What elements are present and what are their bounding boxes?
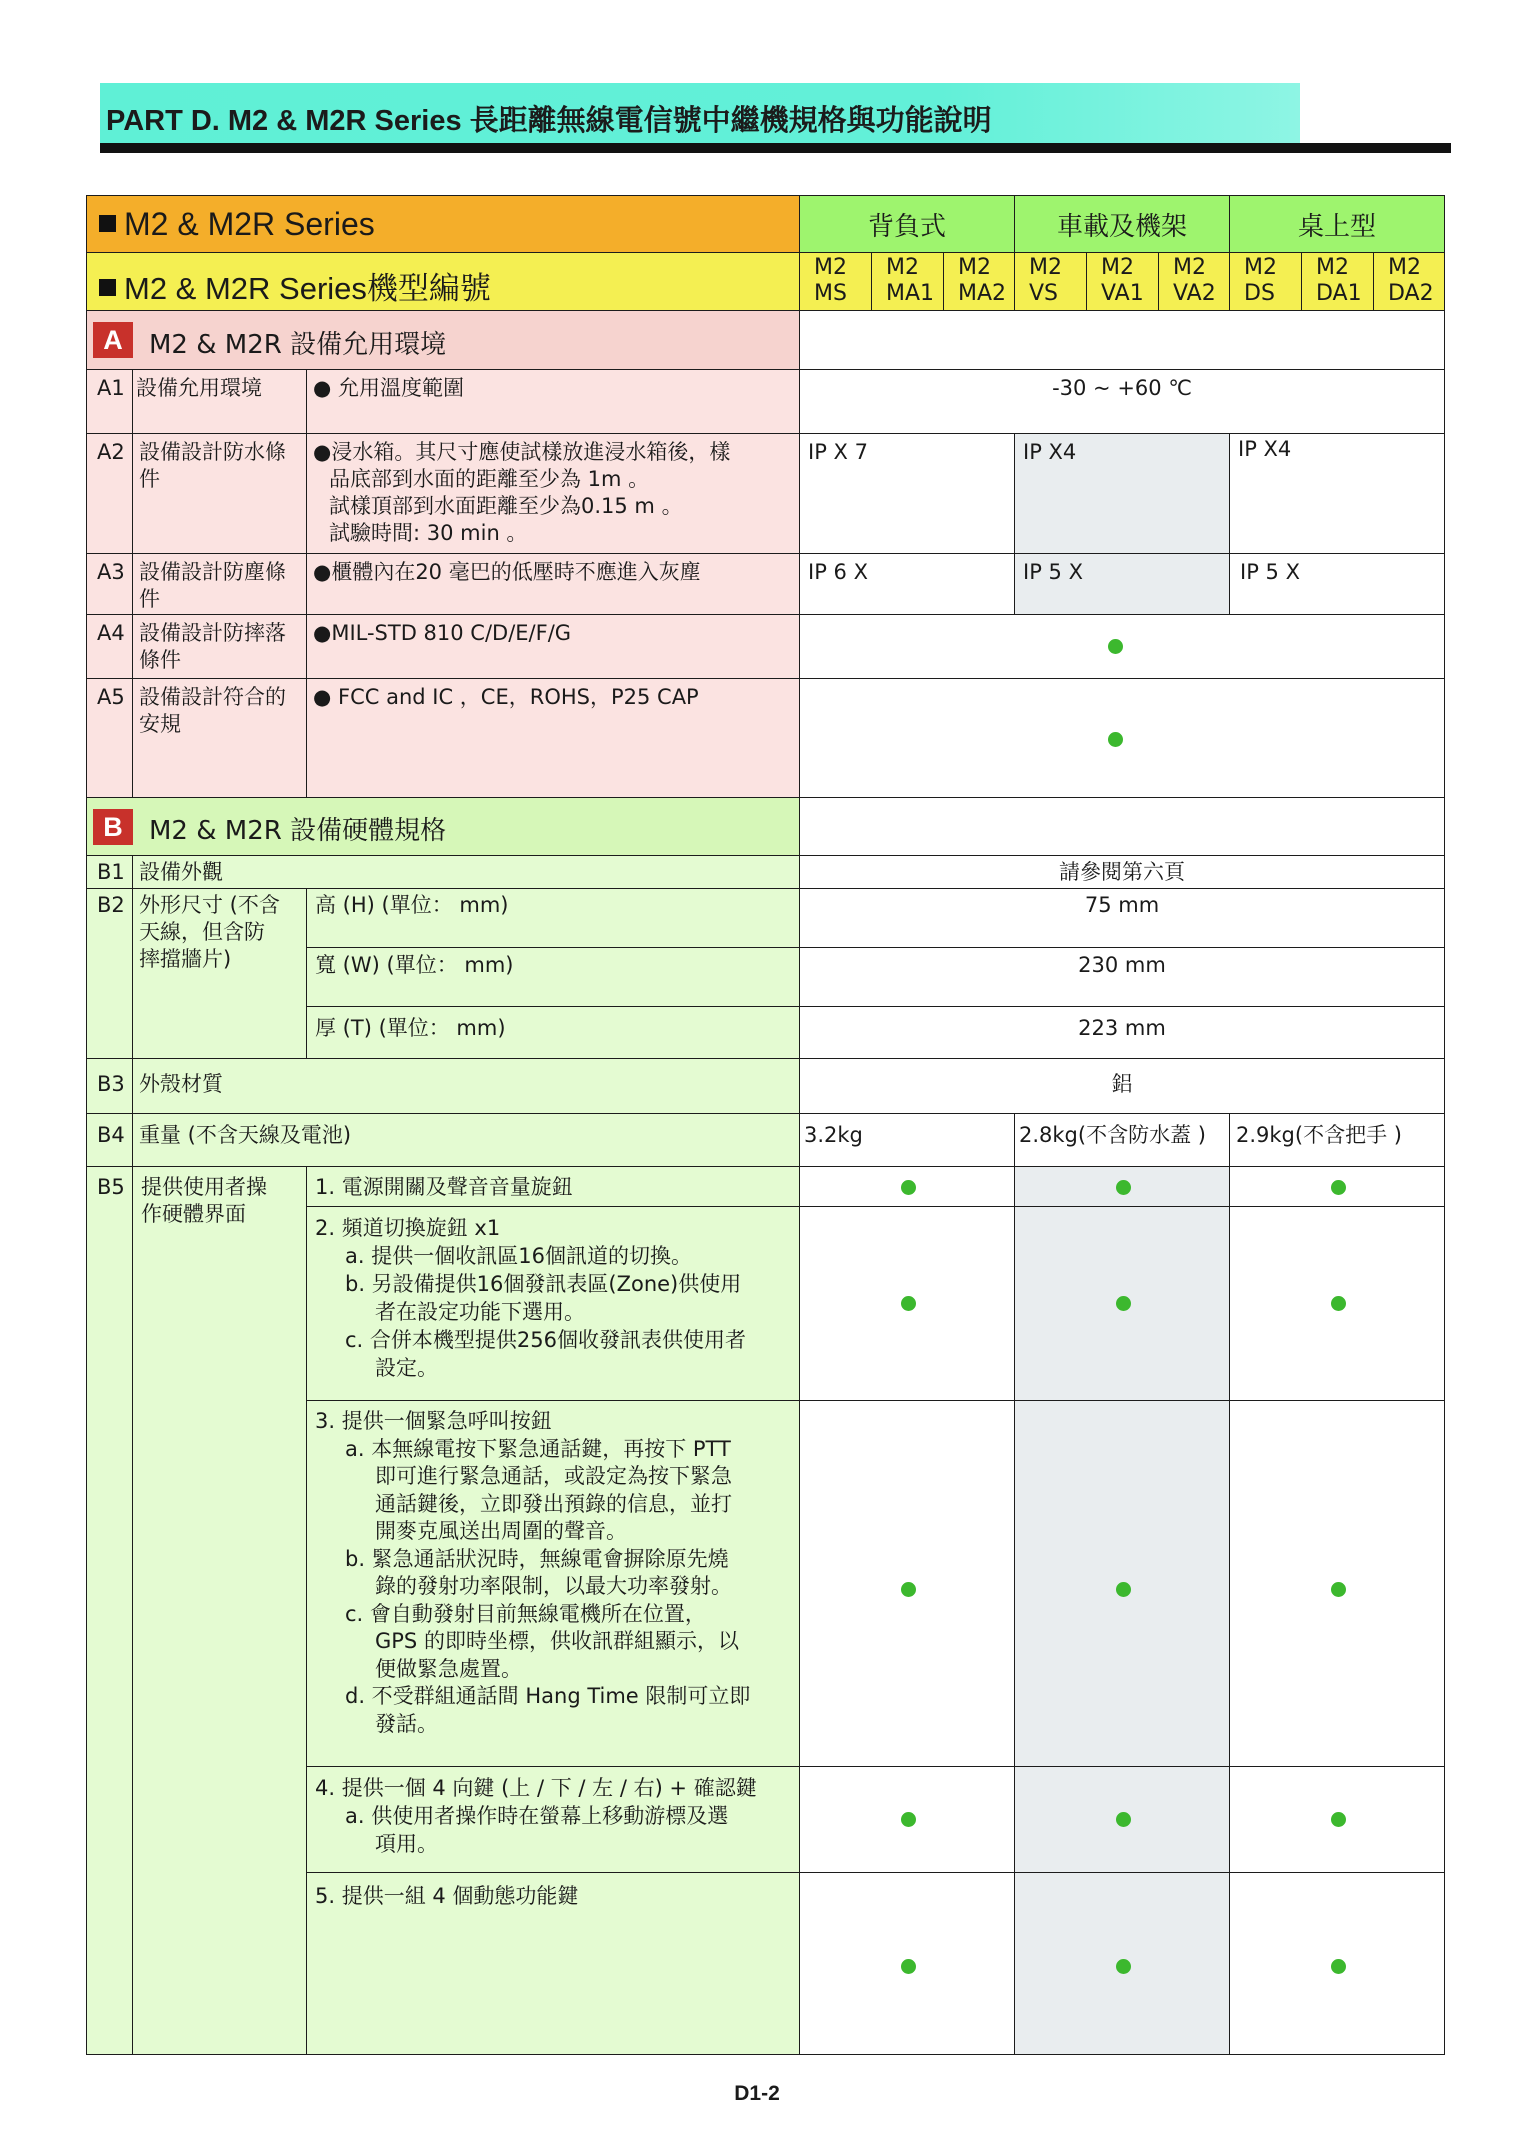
model-cell [1373, 252, 1445, 311]
check-dot-icon [1116, 1180, 1131, 1195]
model-title: M2 & M2R Series機型編號 [124, 271, 491, 306]
row-id: A5 [86, 678, 133, 798]
row-id: A4 [86, 614, 133, 679]
model-line: MA2 [958, 281, 1007, 306]
b5-item-2-backpack [799, 1206, 1015, 1401]
group-header-vehicle: 車載及機架 [1014, 195, 1230, 253]
model-line: MA1 [886, 281, 935, 306]
item-line: 3. 提供一個緊急呼叫按鈕 [315, 1409, 552, 1433]
item-line: 發話。 [375, 1711, 438, 1736]
model-cell [1229, 252, 1302, 311]
b5-item-1-backpack [799, 1166, 1015, 1207]
square-bullet-icon [99, 279, 116, 296]
item-line: 2. 頻道切換旋鈕 x1 [315, 1216, 501, 1240]
model-cell [943, 252, 1015, 311]
b3-value: 鋁 [799, 1058, 1445, 1114]
label-line: 件 [139, 467, 160, 491]
page-number: D1-2 [734, 2082, 780, 2105]
a3-value-vehicle: IP 5 X [1014, 553, 1230, 615]
item-line: 1. 電源開關及聲音音量旋鈕 [315, 1175, 573, 1199]
item-line: 設定。 [375, 1356, 438, 1380]
a1-value: -30 ~ +60 ℃ [799, 369, 1445, 434]
check-dot-icon [1116, 1582, 1131, 1597]
row-label [132, 888, 307, 1059]
desc-line: 試驗時間: 30 min 。 [329, 521, 528, 545]
row-desc: ● 允用溫度範圍 [306, 369, 800, 434]
a2-value-desktop: IP X4 [1229, 433, 1445, 554]
model-line: VS [1029, 281, 1059, 306]
row-label [132, 1166, 307, 2055]
b2-height-value: 75 mm [799, 888, 1445, 948]
b4-value-backpack: 3.2kg [799, 1113, 1015, 1167]
row-label: 設備外觀 [132, 855, 800, 889]
row-label [132, 433, 307, 554]
desc-line: 試樣頂部到水面距離至少為0.15 m 。 [329, 494, 683, 518]
a2-value-backpack: IP X 7 [799, 433, 1015, 554]
a4-value [799, 614, 1445, 679]
model-line: MS [814, 281, 847, 306]
b5-item-2 [306, 1206, 800, 1401]
item-line: a. 供使用者操作時在螢幕上移動游標及選 [345, 1804, 729, 1828]
b5-item-3-vehicle [1014, 1400, 1230, 1767]
b5-item-2-vehicle [1014, 1206, 1230, 1401]
row-id: B3 [86, 1058, 133, 1114]
check-dot-icon [1116, 1812, 1131, 1827]
check-dot-icon [1108, 732, 1123, 747]
row-id: B4 [86, 1113, 133, 1167]
header-rule [100, 143, 1451, 153]
item-line: d. 不受群組通話間 Hang Time 限制可立即 [345, 1684, 751, 1708]
item-line: 便做緊急處置。 [375, 1656, 522, 1681]
item-line: 者在設定功能下選用。 [375, 1300, 585, 1324]
label-line: 條件 [139, 648, 181, 672]
section-b-header [86, 797, 800, 856]
desc-line: ●浸水箱。其尺寸應使試樣放進浸水箱後，樣 [313, 440, 731, 464]
section-b-badge: B [93, 809, 133, 845]
check-dot-icon [1331, 1959, 1346, 1974]
b2-width-desc: 寬 (W) (單位： mm) [306, 947, 800, 1007]
row-desc [306, 433, 800, 554]
row-label: 外殼材質 [132, 1058, 800, 1114]
row-id: B5 [86, 1166, 133, 2055]
model-line: VA2 [1173, 281, 1216, 306]
group-header-desktop: 桌上型 [1229, 195, 1445, 253]
item-line: 項用。 [375, 1832, 438, 1856]
a5-value [799, 678, 1445, 798]
section-a-title: M2 & M2R 設備允用環境 [149, 330, 447, 360]
label-line: 安規 [139, 712, 181, 736]
label-line: 設備設計防水條 [139, 440, 286, 464]
model-cell [1014, 252, 1087, 311]
item-line: b. 緊急通話狀況時，無線電會摒除原先燒 [345, 1546, 729, 1571]
item-line: 開麥克風送出周圍的聲音。 [375, 1519, 627, 1543]
row-id: A2 [86, 433, 133, 554]
label-line: 作硬體界面 [141, 1202, 246, 1226]
check-dot-icon [901, 1296, 916, 1311]
model-line: DA1 [1316, 281, 1362, 306]
desc-line: 品底部到水面的距離至少為 1m 。 [329, 467, 650, 491]
b5-item-5 [306, 1872, 800, 2055]
b5-item-3 [306, 1400, 800, 1767]
b5-item-4 [306, 1766, 800, 1873]
check-dot-icon [901, 1812, 916, 1827]
item-line: c. 合併本機型提供256個收發訊表供使用者 [345, 1328, 746, 1352]
group-header-backpack: 背負式 [799, 195, 1015, 253]
model-cell [1086, 252, 1159, 311]
label-line: 設備設計防塵條 [139, 560, 286, 584]
section-a-blank [799, 310, 1445, 370]
check-dot-icon [1331, 1296, 1346, 1311]
page-title: PART D. M2 & M2R Series 長距離無線電信號中繼機規格與功能說明 [106, 105, 992, 137]
item-line: 5. 提供一組 4 個動態功能鍵 [315, 1884, 579, 1908]
model-line: VA1 [1101, 281, 1144, 306]
label-line: 天線，但含防 [139, 920, 265, 944]
item-line: 即可進行緊急通話，或設定為按下緊急 [375, 1464, 732, 1488]
b5-item-4-backpack [799, 1766, 1015, 1873]
check-dot-icon [1116, 1296, 1131, 1311]
label-line: 件 [139, 587, 160, 611]
row-desc: ●MIL-STD 810 C/D/E/F/G [306, 614, 800, 679]
b5-item-5-backpack [799, 1872, 1015, 2055]
b1-value: 請參閱第六頁 [799, 855, 1445, 889]
b5-item-4-vehicle [1014, 1766, 1230, 1873]
row-desc: ●櫃體內在20 毫巴的低壓時不應進入灰塵 [306, 553, 800, 615]
label-line: 設備設計符合的 [139, 685, 286, 709]
model-line: M2 [1244, 255, 1277, 280]
model-line: M2 [814, 255, 847, 280]
model-cell [871, 252, 944, 311]
b5-item-4-desktop [1229, 1766, 1445, 1873]
b4-value-vehicle: 2.8kg(不含防水蓋 ) [1014, 1113, 1230, 1167]
section-a-header [86, 310, 800, 370]
model-line: DA2 [1388, 281, 1434, 306]
model-cell [1158, 252, 1230, 311]
model-line: M2 [1173, 255, 1206, 280]
series-title-cell [86, 195, 800, 253]
model-cell [799, 252, 872, 311]
check-dot-icon [1331, 1582, 1346, 1597]
check-dot-icon [901, 1959, 916, 1974]
model-line: M2 [958, 255, 991, 280]
section-b-blank [799, 797, 1445, 856]
b2-depth-desc: 厚 (T) (單位： mm) [306, 1006, 800, 1059]
item-line: GPS 的即時坐標，供收訊群組顯示，以 [375, 1629, 739, 1653]
row-label [132, 614, 307, 679]
a2-value-vehicle: IP X4 [1014, 433, 1230, 554]
series-title: M2 & M2R Series [124, 206, 375, 242]
check-dot-icon [901, 1582, 916, 1597]
model-line: M2 [886, 255, 919, 280]
b2-width-value: 230 mm [799, 947, 1445, 1007]
item-line: c. 會自動發射目前無線電機所在位置， [345, 1601, 706, 1626]
section-b-title: M2 & M2R 設備硬體規格 [149, 816, 447, 846]
row-id: B2 [86, 888, 133, 1059]
row-label [132, 553, 307, 615]
b2-depth-value: 223 mm [799, 1006, 1445, 1059]
model-line: M2 [1388, 255, 1421, 280]
model-title-cell [86, 252, 800, 311]
item-line: 錄的發射功率限制，以最大功率發射。 [375, 1574, 732, 1598]
check-dot-icon [1331, 1180, 1346, 1195]
a3-value-backpack: IP 6 X [799, 553, 1015, 615]
item-line: 通話鍵後，立即發出預錄的信息，並打 [375, 1491, 732, 1516]
b2-height-desc: 高 (H) (單位： mm) [306, 888, 800, 948]
section-a-badge: A [93, 322, 133, 358]
model-line: M2 [1029, 255, 1062, 280]
row-id: A3 [86, 553, 133, 615]
b5-item-1-vehicle [1014, 1166, 1230, 1207]
check-dot-icon [1108, 639, 1123, 654]
a3-value-desktop: IP 5 X [1229, 553, 1445, 615]
check-dot-icon [1331, 1812, 1346, 1827]
label-line: 提供使用者操 [141, 1175, 267, 1199]
model-line: DS [1244, 281, 1275, 306]
square-bullet-icon [99, 215, 116, 232]
item-line: a. 提供一個收訊區16個訊道的切換。 [345, 1244, 692, 1268]
b5-item-1-desktop [1229, 1166, 1445, 1207]
model-line: M2 [1316, 255, 1349, 280]
check-dot-icon [1116, 1959, 1131, 1974]
item-line: a. 本無線電按下緊急通話鍵，再按下 PTT [345, 1436, 731, 1461]
label-line: 摔擋牆片) [139, 947, 232, 971]
b5-item-3-backpack [799, 1400, 1015, 1767]
model-line: M2 [1101, 255, 1134, 280]
b5-item-5-desktop [1229, 1872, 1445, 2055]
label-line: 外形尺寸 (不含 [139, 893, 280, 917]
b5-item-5-vehicle [1014, 1872, 1230, 2055]
b5-item-3-desktop [1229, 1400, 1445, 1767]
row-label: 重量 (不含天線及電池) [132, 1113, 800, 1167]
row-label: 設備允用環境 [132, 369, 307, 434]
row-id: A1 [86, 369, 133, 434]
item-line: 4. 提供一個 4 向鍵 (上 / 下 / 左 / 右) + 確認鍵 [315, 1776, 757, 1800]
row-label [132, 678, 307, 798]
check-dot-icon [901, 1180, 916, 1195]
b5-item-1 [306, 1166, 800, 1207]
item-line: b. 另設備提供16個發訊表區(Zone)供使用 [345, 1272, 742, 1296]
b5-item-2-desktop [1229, 1206, 1445, 1401]
row-desc: ● FCC and IC ，CE，ROHS，P25 CAP [306, 678, 800, 798]
row-id: B1 [86, 855, 133, 889]
b4-value-desktop: 2.9kg(不含把手 ) [1229, 1113, 1445, 1167]
model-cell [1301, 252, 1374, 311]
label-line: 設備設計防摔落 [139, 621, 286, 645]
